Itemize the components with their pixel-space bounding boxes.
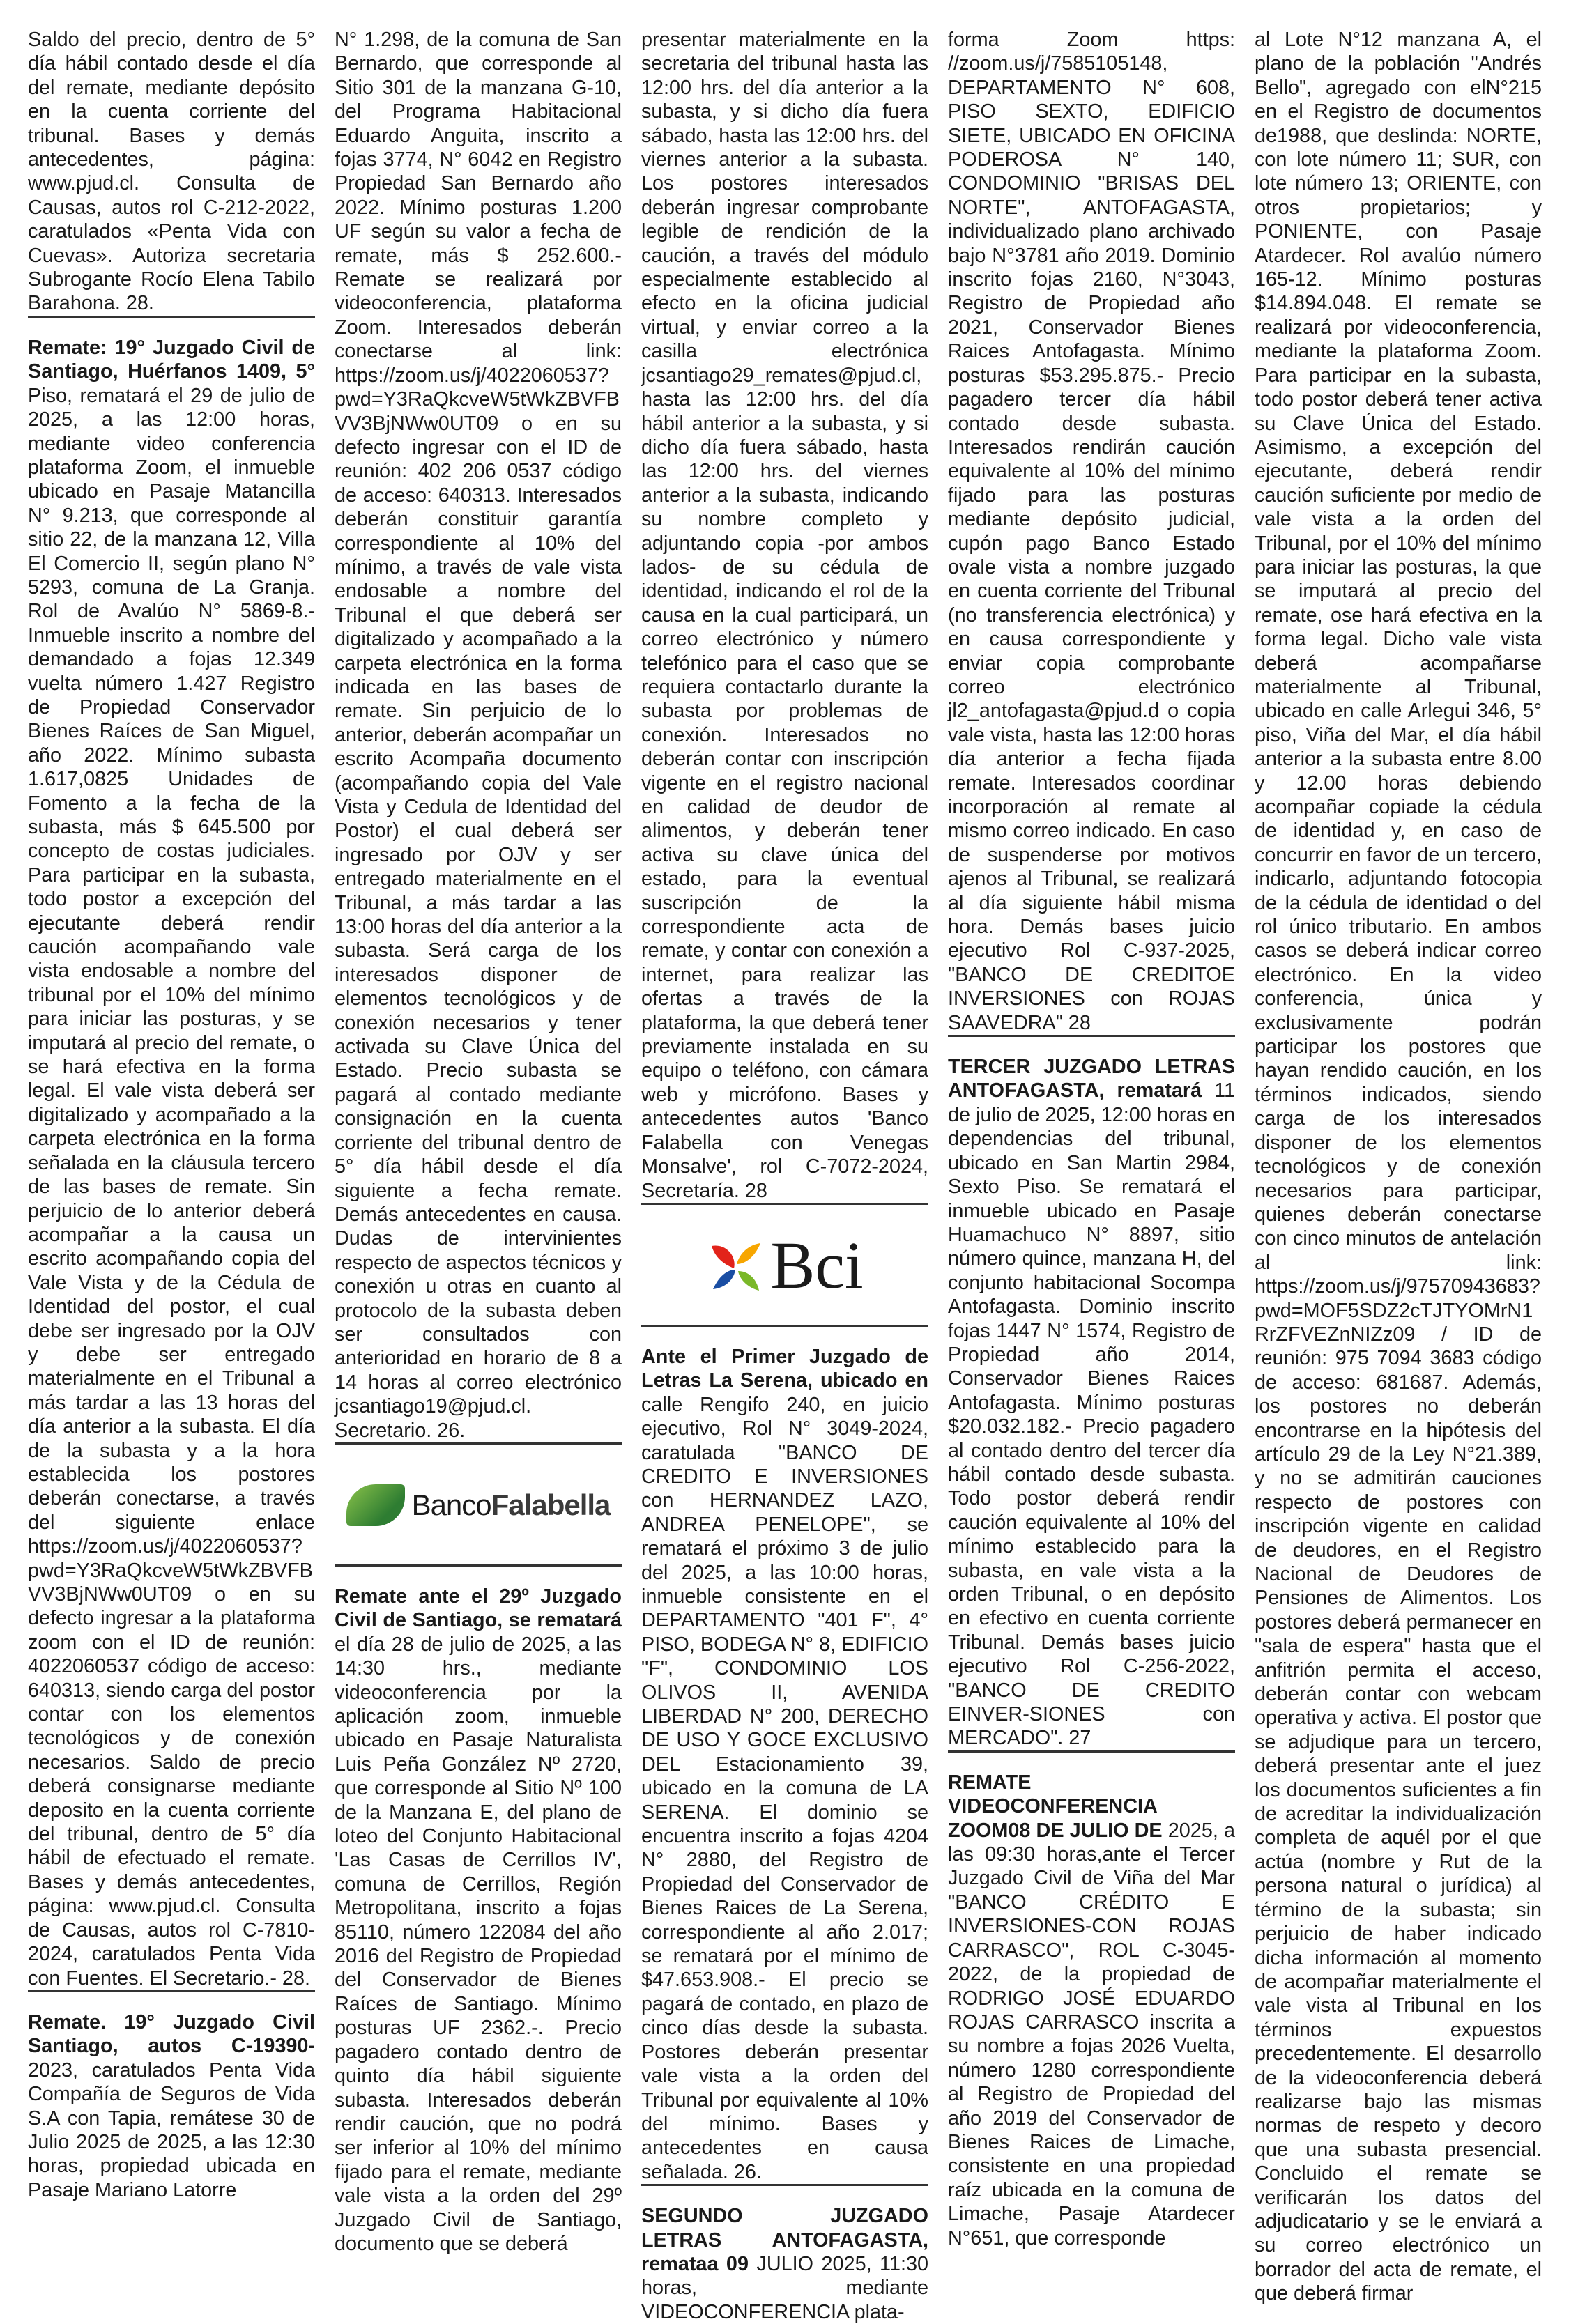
notice-text: forma Zoom https: //zoom.us/j/7585105148, DEPARTAMENTO N° 608, PISO SEXTO, EDIFICIO SIETE, UBICADO EN OFICINA PODEROSA N° 140, CONDOMINIO "BRISAS DEL NORTE", ANTOFAGASTA, individualizado plano archivado bajo N°3781 año 2019. Dominio inscrito fojas 2160, N°3043, Registro de Propiedad año 2021, Conservador Bienes Raices Antofagasta. Mínimo posturas $53.295.875.- Precio pagadero tercer día hábil contado desde subasta. Interesados rendirán caución equivalente al 10% del mínimo fijado para las posturas mediante depósito judicial, cupón pago Banco Estado ovale vista a nombre juzgado en cuenta corriente del Tribunal (no transferencia electrónica) y en causa correspondiente y enviar copia comprobante correo electrónico jl2_antofagasta@pjud.d o copia vale vista, hasta las 12:00 horas día anterior a fecha fijada remate. Interesados coordinar incorporación al remate al mismo correo indicado. En caso de suspenderse por motivos ajenos al Tribunal, se realizará al día siguiente hábil misma hora. Demás bases juicio ejecutivo Rol C-937-2025, "BANCO DE CREDITOE INVERSIONES con ROJAS SAAVEDRA" 28 [948, 29, 1235, 1034]
bci-wordmark: Bci [770, 1227, 864, 1302]
notice-heading: Ante el Primer Juzgado de Letras La Serena, ubicado en [641, 1345, 928, 1392]
divider [335, 1442, 622, 1445]
divider [641, 1325, 928, 1327]
notice-segundo-juzgado-continuation [948, 28, 1235, 1035]
divider [28, 1990, 315, 1992]
notice-text: calle Rengifo 240, en juicio ejecutivo, Rol N° 3049-2024, caratulada "BANCO DE CREDITO E INVERSIONES con HERNANDEZ LAZO, ANDREA PENELOPE", se rematará el próximo 3 de julio del 2025, a las 10:00 horas, inmueble consistente en el DEPARTAMENTO "401 F", 4° PISO, BODEGA N° 8, EDIFICIO "F", CONDOMINIO LOS OLIVOS II, AVENIDA LIBERDAD N° 200, DERECHO DE USO Y GOCE EXCLUSIVO DEL Estacionamiento 39, ubicado en la comuna de LA SERENA. El dominio se encuentra inscrito a fojas 4204 N° 2880, del Registro de Propiedad del Conservador de Bienes Raices de La Serena, correspondiente al año 2.017; se rematará por el mínimo de $47.653.908.- El precio se pagará de contado, en plazo de cinco días desde la subasta. Postores deberán presentar vale vista a la orden del Tribunal por equivalente al 10% del mínimo. Bases y antecedentes en causa señalada. 26. [641, 1393, 928, 2183]
falabella-wordmark: BancoFalabella [411, 1488, 611, 1521]
divider [641, 1203, 928, 1205]
notice-heading: Remate: 19° Juzgado Civil de Santiago, Huérfanos 1409, 5° [28, 336, 315, 383]
notice-penta-cuevas-tail [28, 28, 315, 316]
divider [948, 1035, 1235, 1037]
falabella-leaf-icon [346, 1484, 405, 1526]
notice-heading: SEGUNDO JUZGADO LETRAS ANTOFAGASTA, remataa 09 [641, 2205, 928, 2275]
bci-logo [641, 1223, 928, 1308]
notice-vina-del-mar-continuation [1255, 28, 1542, 2306]
column-1 [28, 28, 315, 2251]
notice-heading: Remate ante el 29º Juzgado Civil de Santiago, se rematará [335, 1585, 622, 1632]
notice-primer-juzgado-la-serena [641, 1345, 928, 2184]
column-4 [948, 28, 1235, 2251]
notice-text: Saldo del precio, dentro de 5° día hábil contado desde el día del remate, mediante depósito en la cuenta corriente del tribunal. Bases y demás antecedentes, página: www.pjud.cl. Consulta de Causas, autos rol C-212-2022, caratulados «Penta Vida con Cuevas». Autoriza secretaria Subrogante Rocío Elena Tabilo Barahona. 28. [28, 29, 315, 315]
divider [641, 2184, 928, 2186]
notice-videoconferencia-vina-del-mar [948, 1771, 1235, 2250]
notice-text: Piso, rematará el 29 de julio de 2025, a las 12:00 horas, mediante video conferencia plataforma Zoom, el inmueble ubicado en Pasaje Matancilla N° 9.213, que corresponde al sitio 22, de la manzana 12, Villa El Comercio II, según plano N° 5293, comuna de La Granja. Rol de Avalúo N° 5869-8.- Inmueble inscrito a nombre del demandado a fojas 12.349 vuelta número 1.427 Registro de Propiedad Conservador Bienes Raíces de San Miguel, año 2022. Mínimo subasta 1.617,0825 Unidades de Fomento a la fecha de la subasta, más $ 645.500 por concepto de costas judiciales. Para participar en la subasta, todo postor a excepción del ejecutante deberá rendir caución acompañando vale vista endosable a nombre del tribunal por el 10% del mínimo para iniciar las posturas, y se imputará al precio del remate, o se hará efectiva en la forma legal. El vale vista deberá ser digitalizado y acompañado a la carpeta electrónica en la forma señalada en la cláusula tercero de las bases de remate. Sin perjuicio de lo anterior deberá acompañar a la causa un escrito acompañando copia del Vale Vista y de la Cédula de Identidad del postor, el cual debe ser ingresado por la OJV y debe ser entregado materialmente en el Tribunal a más tardar a las 13 horas del día anterior a la subasta. El día de la subasta y a la hora establecida los postores deberán conectarse, a través del siguiente enlace https://zoom.us/j/4022060537?pwd=Y3RaQkcveW5tWkZBVFBVV3BjNWw0UT09 o en su defecto ingresar a la plataforma zoom con el ID de reunión: 4022060537 código de acceso: 640313, siendo carga del postor contar con los elementos tecnológicos y de conexión necesarios. Saldo de precio deberá consignarse mediante deposito en la cuenta corriente del tribunal, dentro de 5° día hábil de efectuado el remate. Bases y demás antecedentes, página: www.pjud.cl. Consulta de Causas, autos rol C-7810-2024, caratulados Penta Vida con Fuentes. El Secretario.- 28. [28, 384, 315, 1990]
notice-heading: REMATE VIDEOCONFERENCIA ZOOM08 DE JULIO DE [948, 1771, 1163, 1842]
divider [948, 1750, 1235, 1753]
bci-swirl-icon [706, 1236, 765, 1295]
notice-text: al Lote N°12 manzana A, el plano de la población "Andrés Bello", agregado con elN°215 en el Registro de documentos de1988, que deslinda: NORTE, con lote número 11; SUR, con lote número 13; ORIENTE, con otros propietarios; y PONIENTE, con Pasaje Atardecer. Rol avalúo número 165-12. Mínimo posturas $14.894.048. El remate se realizará por videoconferencia, mediante la plataforma Zoom. Para participar en la subasta, todo postor deberá tener activa su Clave Única del Estado. Asimismo, a excepción del ejecutante, deberá rendir caución suficiente por medio de vale vista a la orden del Tribunal, por el 10% del mínimo para iniciar las posturas, la que se imputará al precio del remate, ose hará efectiva en la forma legal. Dicho vale vista deberá acompañarse materialmente al Tribunal, ubicado en calle Arlegui 346, 5° piso, Viña del Mar, el día hábil anterior a la subasta entre 8.00 y 12.00 horas debiendo acompañar copiade la cédula de identidad y, en caso de concurrir en favor de un tercero, indicarlo, adjuntando fotocopia de la cédula de identidad o del rol único tributario. En ambos casos se deberá indicar correo electrónico. En la video conferencia, única y exclusivamente podrán participar los postores que hayan rendido caución, en los términos indicados, siendo carga de los interesados disponer de los elementos tecnológicos y de conexión necesarios para participar, quienes deberán conectarse con cinco minutos de antelación al link: https://zoom.us/j/97570943683?pwd=MOF5SDZ2cTJTYOMrN1RrZFVEZnNIZz09 / ID de reunión: 975 7094 3683 código de acceso: 681687. Además, los postores no deberán encontrarse en la hipótesis del artículo 29 de la Ley N°21.389, y no se admitirán cauciones respecto de postores con inscripción vigente en calidad de deudores, en el Registro Nacional de Deudores de Pensiones de Alimentos. Los postores deberá permanecer en "sala de espera" hasta que el anfitrión permita el acceso, deberán contar con webcam operativa y activa. El postor que se adjudique para un tercero, deberá presentar ante el juez los documentos suficientes a fin de acreditar la individualización completa de aquél por el que actúa (nombre y Rut de la persona natural o jurídica) al término de la subasta; sin perjuicio de haber indicado dicha información al momento de acompañar materialmente el vale vista al Tribunal en los términos expuestos precedentemente. El desarrollo de la videoconferencia deberá realizarse bajo las mismas normas de respeto y decoro que una subasta presencial. Concluido el remate se verificarán los datos del adjudicatario y se le enviará a su correo electrónico un borrador del acta de remate, el que deberá firmar [1255, 29, 1542, 2305]
notice-text: 11 de julio de 2025, 12:00 horas en dependencias del tribunal, ubicado en San Martin 2984, Sexto Piso. Se rematará el inmueble ubicado en Pasaje Huamachuco N° 8897, sitio número quince, manzana H, del conjunto habitacional Socompa Antofagasta. Dominio inscrito fojas 1447 N° 1574, Registro de Propiedad año 2014, Conservador Bienes Raices Antofagasta. Mínimo posturas $20.032.182.- Precio pagadero al contado dentro del tercer día hábil contado desde subasta. Todo postor deberá rendir caución equivalente al 10% del mínimo establecido para la subasta, en vale vista a la orden Tribunal, o en depósito en efectivo en cuenta corriente Tribunal. Demás bases juicio ejecutivo Rol C-256-2022, "BANCO DE CREDITO EINVER-SIONES con MERCADO". 27 [948, 1079, 1235, 1750]
notice-tercer-juzgado-antofagasta [948, 1055, 1235, 1750]
banco-falabella-logo [335, 1463, 622, 1548]
notice-text: presentar materialmente en la secretaria del tribunal hasta las 12:00 hrs. del día anterior a la subasta, y si dicho día fuera sábado, hasta las 12:00 hrs. del viernes anterior a la subasta. Los postores interesados deberán ingresar comprobante legible de rendición de la caución, a través del módulo especialmente establecido al efecto en la oficina judicial virtual, y enviar correo a la casilla electrónica jcsantiago29_remates@pjud.cl, hasta las 12:00 hrs. del día hábil anterior a la subasta, y si dicho día fuera sábado, hasta las 12:00 hrs. del viernes anterior a la subasta, indicando su nombre completo y adjuntando copia -por ambos lados- de su cédula de identidad, indicando el rol de la causa en la cual participará, un correo electrónico y número telefónico para el caso que se requiera contactarlo durante la subasta por problemas de conexión. Interesados no deberán contar con inscripción vigente en el registro nacional en calidad de deudor de alimentos, y deberán tener activa su clave única del estado, para la eventual suscripción de la correspondiente acta de remate, y contar con conexión a internet, para realizar las ofertas a través de la plataforma, la que deberá tener previamente instalada en su equipo o teléfono, con cámara web y micrófono. Bases y antecedentes autos 'Banco Falabella con Venegas Monsalve', rol C-7072-2024, Secretaría. 28 [641, 29, 928, 1202]
notice-heading: TERCER JUZGADO LETRAS ANTOFAGASTA, rematará [948, 1056, 1235, 1102]
notice-text: N° 1.298, de la comuna de San Bernardo, que corresponde al Sitio 301 de la manzana G-10, del Programa Habitacional Eduardo Anguita, inscrito a fojas 3774, N° 6042 en Registro Propiedad San Bernardo año 2022. Mínimo posturas 1.200 UF según su valor a fecha de remate, más $ 252.600.- Remate se realizará por videoconferencia, plataforma Zoom. Interesados deberán conectarse al link: https://zoom.us/j/4022060537?pwd=Y3RaQkcveW5tWkZBVFBVV3BjNWw0UT09 o en su defecto ingresar con el ID de reunión: 402 206 0537 código de acceso: 640313. Interesados deberán constituir garantía correspondiente al 10% del mínimo, a través de vale vista endosable a nombre del Tribunal el que deberá ser digitalizado y acompañado a la carpeta electrónica en la forma indicada en las bases de remate. Sin perjuicio de lo anterior, deberán acompañar un escrito Acompaña documento (acompañando copia del Vale Vista y Cedula de Identidad del Postor) el cual deberá ser ingresado por OJV y ser entregado materialmente en el Tribunal, a más tardar a las 13:00 horas del día anterior a la subasta. Será carga de los interesados disponer de elementos tecnológicos y de conexión necesarios y tener activada su Clave Única del Estado. Precio subasta se pagará al contado mediante consignación en la cuenta corriente del tribunal dentro de 5° día hábil desde el día siguiente a fecha remate. Demás antecedentes en causa. Dudas de intervinientes respecto de aspectos técnicos y conexión u otras en cuanto al protocolo de la subasta deben ser consultados con anterioridad en horario de 8 a 14 horas al correo electrónico jcsantiago19@pjud.cl. Secretario. 26. [335, 29, 622, 1442]
notice-text: el día 28 de julio de 2025, a las 14:30 hrs., mediante videoconferencia por la aplicación zoom, inmueble ubicado en Pasaje Naturalista Luis Peña González Nº 2720, que corresponde al Sitio Nº 100 de la Manzana E, del plano de loteo del Conjunto Habitacional 'Las Casas de Cerrillos IV', comuna de Cerrillos, Región Metropolitana, inscrito a fojas 85110, número 122084 del año 2016 del Registro de Propiedad del Conservador de Bienes Raíces de Santiago. Mínimo posturas UF 2362.-. Precio pagadero contado dentro de quinto día hábil siguiente subasta. Interesados deberán rendir caución, que no podrá ser inferior al 10% del mínimo fijado para el remate, mediante vale vista a la orden del 29º Juzgado Civil de Santiago, documento que se deberá [335, 1633, 622, 2255]
notice-text: 2025, a las 09:30 horas,ante el Tercer Juzgado Civil de Viña del Mar "BANCO CRÉDITO E INVERSIONES-CON ROJAS CARRASCO", ROL C-3045-2022, de la propiedad de RODRIGO JOSÉ EDUARDO ROJAS CARRASCO inscrita a su nombre a fojas 2026 Vuelta, número 1280 correspondiente al Registro de Propiedad del año 2019 del Conservador de Bienes Raices de Limache, consistente en una propiedad raíz ubicada en la comuna de Limache, Pasaje Atardecer N°651, que corresponde [948, 1819, 1235, 2249]
column-5 [1255, 28, 1542, 2305]
notice-19-juzgado-civil-tapia [28, 2010, 315, 2202]
notice-heading: Remate. 19° Juzgado Civil Santiago, autos C-19390- [28, 2010, 315, 2058]
notice-text: 2023, caratulados Penta Vida Compañía de Seguros de Vida S.A con Tapia, remátese 30 de Julio 2025 de 2025, a las 12:30 horas, propiedad ubicada en Pasaje Mariano Latorre [28, 2058, 315, 2201]
column-2 [335, 28, 622, 2255]
notice-text: JULIO 2025, 11:30 horas, mediante VIDEOCONFERENCIA plata- [641, 2252, 928, 2323]
divider [28, 316, 315, 318]
notice-segundo-juzgado-antofagasta [641, 2204, 928, 2324]
notice-19-juzgado-civil-huerfanos [28, 336, 315, 1990]
notice-san-bernardo-continuation [335, 28, 622, 1442]
notice-29-juzgado-continuation [641, 28, 928, 1203]
divider [335, 1564, 622, 1567]
column-3 [641, 28, 928, 2323]
notice-29-juzgado-civil-cerrillos [335, 1585, 622, 2256]
